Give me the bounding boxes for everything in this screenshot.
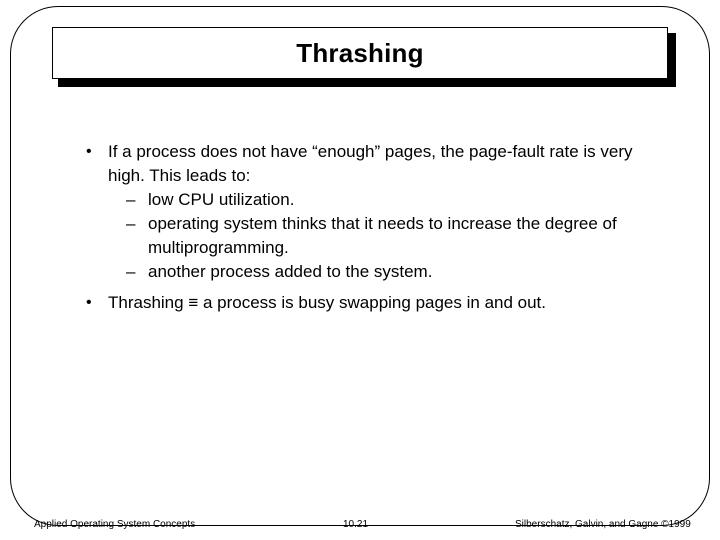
sub-bullet-item — [108, 260, 648, 284]
sub-bullet-item — [108, 188, 648, 212]
slide-title: Thrashing — [296, 37, 424, 68]
bullet-marker: • — [86, 143, 92, 160]
bullet-content — [108, 140, 648, 284]
footer-copyright: Silberschatz, Galvin, and Gagne ©1999 — [515, 519, 691, 530]
title-box — [52, 27, 668, 79]
bullet-item — [86, 291, 666, 321]
sub-bullet-marker: – — [126, 262, 136, 281]
bullet-text: If a process does not have “enough” pages, the page-fault rate is very high. This leads to: — [108, 142, 633, 185]
footer-slide-number: 10.21 — [343, 519, 369, 530]
sub-bullet-marker: – — [126, 190, 136, 209]
bullet-item — [86, 140, 666, 290]
bullet-text: Thrashing ≡ a process is busy swapping pages in and out. — [108, 293, 547, 312]
sub-bullet-item — [108, 212, 648, 260]
sub-bullet-text: low CPU utilization. — [148, 190, 295, 209]
bullet-marker: • — [86, 294, 92, 311]
sub-bullet-text: operating system thinks that it needs to increase the degree of multiprogramming. — [148, 214, 617, 257]
bullet-content — [108, 291, 648, 315]
footer-course-title: Applied Operating System Concepts — [34, 519, 196, 530]
sub-bullet-text: another process added to the system. — [148, 262, 433, 281]
sub-bullet-marker: – — [126, 214, 136, 233]
